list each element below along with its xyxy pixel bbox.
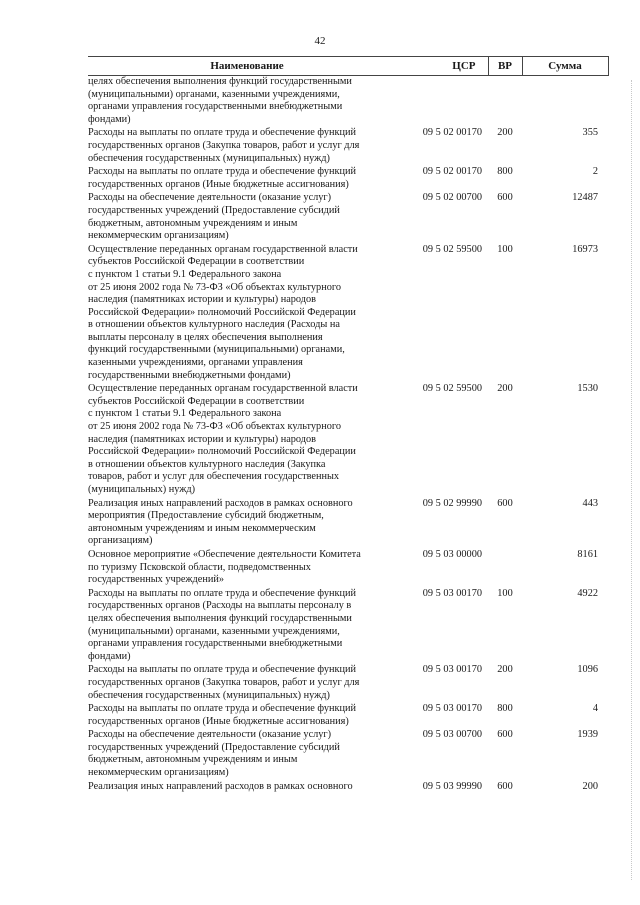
table-row	[88, 192, 608, 243]
row-csr: 09 5 02 00700	[422, 192, 482, 204]
row-name-line: некоммерческим организациям)	[88, 767, 229, 779]
row-name-line: Расходы на выплаты по оплате труда и обеспечение функций	[88, 587, 357, 599]
row-csr: 09 5 03 00700	[422, 729, 482, 741]
row-name-line: наследия (памятниках истории и культуры) народов	[88, 294, 317, 306]
row-name-line: (муниципальных) нужд)	[88, 484, 196, 495]
row-name-line: бюджетным, автономным учреждениям и иным	[88, 754, 298, 766]
row-sum: 1530	[577, 383, 598, 395]
row-name-line: государственных органов (Иные бюджетные ассигнования)	[88, 178, 349, 190]
table-row	[88, 664, 608, 703]
row-name-line: от 25 июня 2002 года № 73-ФЗ «Об объектах культурного	[88, 281, 341, 293]
table-row	[88, 498, 608, 549]
row-name-line: обеспечения государственных (муниципальных) нужд)	[88, 689, 330, 701]
row-name-line: Осуществление переданных органам государственной власти	[88, 383, 358, 395]
row-name-line: в отношении объектов культурного наследия (Расходы на	[88, 319, 340, 331]
row-name-line: от 25 июня 2002 года № 73-ФЗ «Об объектах культурного	[88, 421, 341, 433]
row-sum: 4	[592, 703, 598, 715]
budget-table	[88, 56, 609, 794]
table-row	[88, 244, 608, 384]
row-name	[88, 192, 406, 243]
row-name-line: с пунктом 1 статьи 9.1 Федерального закона	[88, 408, 282, 420]
table-row	[88, 383, 608, 497]
row-name-line: Расходы на выплаты по оплате труда и обеспечение функций	[88, 127, 357, 139]
row-name-line: государственных органов (Расходы на выплаты персоналу в	[88, 600, 352, 612]
row-name-line: (муниципальными) органами, казенными учреждениями,	[88, 625, 340, 637]
row-vr: 800	[497, 166, 513, 178]
row-name-line: выплаты персоналу в целях обеспечения выполнения	[88, 331, 323, 343]
row-name-line: государственными внебюджетными фондами)	[88, 369, 291, 381]
row-csr: 09 5 03 99990	[422, 780, 482, 792]
row-vr: 200	[497, 127, 513, 139]
row-vr: 100	[497, 243, 513, 255]
row-name-line: органами управления государственными внебюджетными	[88, 101, 343, 113]
row-vr	[488, 549, 522, 588]
row-name-line: Расходы на выплаты по оплате труда и обеспечение функций	[88, 166, 357, 178]
row-name-line: государственных органов (Иные бюджетные ассигнования)	[88, 715, 349, 727]
row-vr: 100	[497, 587, 513, 599]
row-name-line: товаров, работ и услуг для обеспечения государственных	[88, 471, 340, 483]
row-name-line: фондами)	[88, 113, 131, 125]
row-name-line: казенными учреждениями, органами управления	[88, 357, 303, 369]
row-name-line: целях обеспечения выполнения функций государственными	[88, 76, 352, 87]
row-name-line: с пунктом 1 статьи 9.1 Федерального закона	[88, 268, 282, 280]
row-name-line: обеспечения государственных (муниципальных) нужд)	[88, 152, 330, 164]
row-sum: 1096	[577, 664, 598, 676]
row-name-line: фондами)	[88, 650, 131, 662]
row-name-line: автономным учреждениям и иным некоммерческим	[88, 522, 316, 534]
row-sum: 4922	[577, 587, 598, 599]
row-vr: 200	[497, 383, 513, 395]
row-name-line: в отношении объектов культурного наследия (Закупка	[88, 458, 326, 470]
row-name-line: Осуществление переданных органам государственной власти	[88, 243, 358, 255]
header-sum: Сумма	[522, 57, 608, 76]
row-vr: 800	[497, 703, 513, 715]
row-sum: 355	[582, 127, 598, 139]
row-name-line: Расходы на выплаты по оплате труда и обеспечение функций	[88, 703, 357, 715]
table-row	[88, 729, 608, 780]
row-name-line: наследия (памятниках истории и культуры) народов	[88, 433, 317, 445]
row-name-line: функций государственными (муниципальными) органами,	[88, 344, 345, 356]
row-name	[88, 498, 406, 549]
row-name-line: Реализация иных направлений расходов в рамках основного	[88, 780, 353, 792]
row-name	[88, 76, 406, 128]
row-csr: 09 5 02 00170	[422, 127, 482, 139]
table-row	[88, 781, 608, 795]
row-name-line: государственных учреждений»	[88, 574, 225, 586]
table-row	[88, 549, 608, 588]
row-csr: 09 5 03 00000	[422, 548, 482, 560]
header-vr: ВР	[488, 57, 522, 76]
row-name-line: (муниципальными) органами, казенными учреждениями,	[88, 88, 340, 100]
row-sum: 16973	[572, 243, 598, 255]
row-csr: 09 5 03 00170	[422, 703, 482, 715]
row-sum: 2	[592, 166, 598, 178]
row-csr: 09 5 03 00170	[422, 664, 482, 676]
row-name-line: Основное мероприятие «Обеспечение деятельности Комитета	[88, 548, 361, 560]
row-name-line: Российской Федерации» полномочий Российской Федерации	[88, 306, 356, 318]
header-name: Наименование	[88, 57, 406, 76]
row-sum: 8161	[577, 548, 598, 560]
table-header	[88, 57, 608, 76]
row-vr: 600	[497, 780, 513, 792]
row-name-line: государственных органов (Закупка товаров, работ и услуг для	[88, 139, 360, 151]
row-name-line: целях обеспечения выполнения функций государственными	[88, 612, 352, 624]
scan-margin-marks	[629, 80, 632, 880]
header-csr: ЦСР	[406, 57, 488, 76]
row-name-line: Российской Федерации» полномочий Российской Федерации	[88, 446, 356, 458]
row-csr: 09 5 02 99990	[422, 497, 482, 509]
row-name	[88, 729, 406, 780]
row-name-line: организациям)	[88, 535, 153, 547]
row-name	[88, 588, 406, 665]
row-name-line: мероприятия (Предоставление субсидий бюджетным,	[88, 510, 324, 522]
table-row	[88, 76, 608, 128]
table-row	[88, 703, 608, 729]
page-number: 42	[314, 35, 326, 47]
row-name	[88, 549, 406, 588]
row-name	[88, 703, 406, 729]
table-row	[88, 127, 608, 166]
row-sum: 12487	[572, 192, 598, 204]
row-sum: 443	[582, 497, 598, 509]
row-sum: 200	[582, 780, 598, 792]
table-row	[88, 588, 608, 665]
table-row	[88, 166, 608, 192]
row-name	[88, 127, 406, 166]
row-csr: 09 5 02 59500	[422, 243, 482, 255]
row-vr: 600	[497, 497, 513, 509]
row-name	[88, 166, 406, 192]
row-name-line: Расходы на выплаты по оплате труда и обеспечение функций	[88, 664, 357, 676]
row-vr	[488, 76, 522, 128]
row-name-line: некоммерческим организациям)	[88, 230, 229, 242]
row-vr: 600	[497, 192, 513, 204]
row-csr: 09 5 02 59500	[422, 383, 482, 395]
row-csr: 09 5 02 00170	[422, 166, 482, 178]
row-csr	[406, 76, 488, 128]
row-name-line: по туризму Псковской области, подведомственных	[88, 561, 311, 573]
row-name-line: Расходы на обеспечение деятельности (оказание услуг)	[88, 192, 332, 204]
row-name	[88, 781, 406, 795]
row-name	[88, 383, 406, 497]
row-csr: 09 5 03 00170	[422, 587, 482, 599]
row-name-line: Расходы на обеспечение деятельности (оказание услуг)	[88, 729, 332, 741]
row-name-line: государственных органов (Закупка товаров, работ и услуг для	[88, 676, 360, 688]
row-name-line: Реализация иных направлений расходов в рамках основного	[88, 497, 353, 509]
row-name	[88, 244, 406, 384]
row-vr: 200	[497, 664, 513, 676]
row-name-line: органами управления государственными внебюджетными	[88, 638, 343, 650]
row-name-line: государственных учреждений (Предоставление субсидий	[88, 741, 340, 753]
row-name	[88, 664, 406, 703]
row-vr: 600	[497, 729, 513, 741]
row-sum	[522, 76, 608, 128]
row-name-line: субъектов Российской Федерации в соответствии	[88, 395, 305, 407]
row-sum: 1939	[577, 729, 598, 741]
row-name-line: субъектов Российской Федерации в соответствии	[88, 256, 305, 268]
table-body	[88, 76, 608, 795]
row-name-line: бюджетным, автономным учреждениям и иным	[88, 217, 298, 229]
row-name-line: государственных учреждений (Предоставление субсидий	[88, 204, 340, 216]
